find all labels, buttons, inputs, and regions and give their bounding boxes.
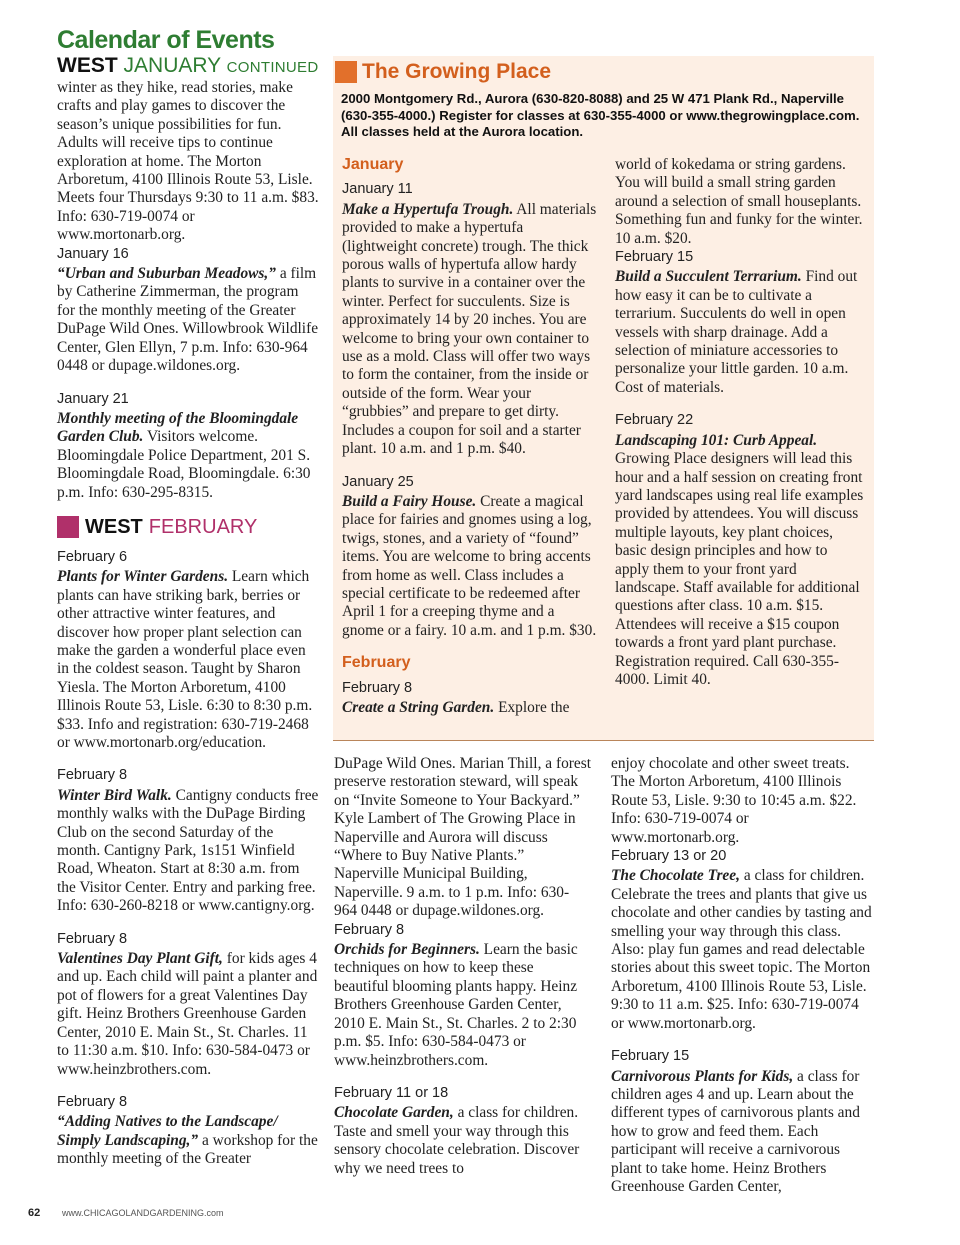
section-marker	[335, 61, 357, 83]
event-title: Carnivorous Plants for Kids,	[611, 1067, 794, 1085]
event-date: February 22	[615, 412, 694, 429]
section-heading	[57, 54, 319, 78]
event-text: a workshop for the monthly meeting of the Greater	[57, 1131, 318, 1168]
event-title: Monthly meeting of the Bloomingdale Garden Club.	[57, 409, 299, 446]
event-date: February 8	[57, 930, 128, 947]
event-date: January 16	[57, 245, 129, 262]
event-text: Learn the basic techniques on how to keep these beautiful blooming plants happy. Heinz Brothers Greenhouse Garden Center, 2010 E. Main St., St. Charles. 2 to 2:30 p.m. $5. Info: 630-584-0473 or www.heinzbrothers.com.	[334, 941, 578, 1069]
event-date: February 15	[615, 249, 694, 266]
event-item	[615, 411, 865, 689]
event-text: Explore the	[498, 698, 570, 716]
event-date: February 8	[334, 921, 405, 938]
continued-text: enjoy chocolate and other sweet treats. The Morton Arboretum, 4100 Illinois Route 53, Lisle. 9:30 to 10:45 a.m. $22. Info: 630-719-0074 or www.mortonarb.org.	[611, 755, 857, 846]
month-label: FEBRUARY	[148, 515, 258, 538]
region-label: WEST	[57, 54, 118, 77]
event-item	[611, 1047, 873, 1196]
continued-label: CONTINUED	[226, 59, 319, 76]
event-item	[57, 390, 319, 502]
section-marker	[57, 516, 79, 538]
page-title: Calendar of Events	[57, 26, 275, 54]
event-text: for kids ages 4 and up. Each child will paint a planter and pot of flowers for a great Valentines Day gift. Heinz Brothers Greenhouse Garden Center, 2010 E. Main St., St. Charles. 11 to 11:30 a.m. $10. Info: 630-584-0473 or www.heinzbrothers.com.	[57, 950, 318, 1078]
event-date: February 8	[57, 767, 128, 784]
event-item	[342, 679, 598, 718]
event-text: Learn which plants can have striking bark, berries or other attractive winter features, and discover how proper plant selection can make the garden a wonderful place even in the coldest season. Taught by Sharon Yiesla. The Morton Arboretum, 4100 Illinois Route 53, Lisle. 6:30 to 8:30 p.m. $33. Info and registration: 630-719-2468 or www.mortonarb.org/education.	[57, 568, 313, 751]
event-text: Growing Place designers will lead this hour and a half session on creating front yard landscapes using real life examples provided by attendees. You will discuss multiple layouts, key plant choices, basic design principles and how to apply them to your front yard landscape. Staff available for additional questions after class. 10 a.m. $15. Attendees will receive a $15 coupon towards a front yard plant purchase. Registration required. Call 630-355-4000. Limit 40.	[615, 450, 864, 688]
event-title: Make a Hypertufa Trough.	[342, 200, 514, 218]
event-title: “Urban and Suburban Meadows,”	[57, 265, 276, 283]
event-title: Valentines Day Plant Gift,	[57, 950, 223, 968]
column-3	[611, 755, 873, 1210]
event-item	[57, 1093, 319, 1169]
event-text: Visitors welcome. Bloomingdale Police Department, 201 S. Bloomingdale Road, Bloomingdale. 6:30 p.m. Info: 630-295-8315.	[57, 428, 311, 501]
event-text: Cantigny conducts free monthly walks with the DuPage Birding Club on the second Saturday of the month. Cantigny Park, 1s151 Winfield Road, Wheaton. Start at 8:30 a.m. from the Visitor Center. Entry and parking free. Info: 630-260-8218 or www.cantigny.org.	[57, 786, 319, 915]
event-title: Chocolate Garden,	[334, 1104, 454, 1122]
event-title: Build a Succulent Terrarium.	[615, 268, 802, 286]
event-item	[57, 766, 319, 915]
region-label: WEST	[85, 515, 143, 538]
event-text: a class for children. Taste and smell your way through this sensory chocolate celebration. Discover why we need trees to	[334, 1104, 580, 1177]
event-title: Plants for Winter Gardens.	[57, 568, 229, 586]
month-heading: February	[342, 654, 411, 672]
event-text: a film by Catherine Zimmerman, the program for the monthly meeting of the Greater DuPage Wild Ones. Willowbrook Wildlife Center, Glen Ellyn, 7 p.m. Info: 630-964 0448 or dupage.wildones.org.	[57, 265, 319, 375]
event-date: February 15	[611, 1048, 690, 1065]
month-label: JANUARY	[123, 54, 221, 77]
event-item	[342, 473, 598, 641]
growing-place-box	[333, 56, 874, 741]
event-title: “Adding Natives to the Landscape/ Simply Landscaping,”	[57, 1113, 278, 1149]
box-title: The Growing Place	[362, 60, 552, 83]
event-text: All materials provided to make a hypertufa (lightweight concrete) trough. The thick porous walls of hypertufa allow hardy plants to survive in a container over the winter. Perfect for succulents. Size is approximately 14 by 20 inches. You are welcome to bring your own container to use as a mold. Class will offer two ways to form the container, from the inside or outside of the form. Wear your “grubbies” and prepare to get dirty. Includes a coupon for soil and a starter plant. 10 a.m. and 1 p.m. $40.	[342, 200, 597, 458]
event-text: a class for children. Celebrate the trees and plants that give us chocolate and other candies by tasting and smelling your way through this class. Also: play fun games and read delectable stories about this sweet topic. The Morton Arboretum, 4100 Illinois Route 53, Lisle. 9:30 to 11 a.m. $25. Info: 630-719-0074 or www.mortonarb.org.	[611, 867, 872, 1032]
event-item	[342, 180, 598, 458]
box-column-a	[342, 156, 598, 731]
event-item	[57, 930, 319, 1079]
event-text: Find out how easy it can be to cultivate a terrarium. Succulents do well in open vessels with sharp drainage. Add a selection of miniature accessories to personalize your little garden. 10 a.m. Cost of materials.	[615, 268, 858, 396]
event-date: February 8	[57, 1093, 128, 1110]
footer-url: www.CHICAGOLANDGARDENING.com	[62, 1208, 224, 1218]
column-1	[57, 79, 319, 1183]
event-title: Orchids for Beginners.	[334, 941, 480, 959]
month-heading: January	[342, 156, 404, 173]
event-item	[611, 847, 873, 1033]
event-date: January 25	[342, 473, 414, 490]
event-title: Landscaping 101: Curb Appeal.	[615, 431, 818, 449]
event-item	[334, 1084, 592, 1178]
box-address: 2000 Montgomery Rd., Aurora (630-820-8088) and 25 W 471 Plank Rd., Naperville (630-355-4000.) Register for classes at 630-355-4000 or www.thegrowingplace.com. All classes held at the Aurora location.	[341, 91, 860, 140]
feb-section-heading	[57, 516, 319, 538]
event-item	[334, 921, 592, 1070]
page-number: 62	[28, 1207, 41, 1219]
intro-text: winter as they hike, read stories, make crafts and play games to discover the season’s unique possibilities for fun. Adults will receive tips to continue exploration at home. The Morton Arboretum, 4100 Illinois Route 53, Lisle. Meets four Thursdays 9:30 to 11 a.m. $83. Info: 630-719-0074 or www.mortonarb.org.	[57, 79, 319, 244]
event-item	[57, 548, 319, 752]
event-date: January 11	[342, 181, 413, 198]
box-heading	[335, 60, 551, 84]
event-title: Build a Fairy House.	[342, 492, 477, 510]
event-date: February 6	[57, 548, 128, 565]
event-text: a class for children ages 4 and up. Learn about the different types of carnivorous plants and how to grow and feed them. Each participant will receive a carnivorous plant to take home. Heinz Brothers Greenhouse Garden Center,	[611, 1067, 860, 1195]
event-title: Create a String Garden.	[342, 698, 495, 716]
event-date: February 13 or 20	[611, 848, 727, 865]
event-date: February 8	[342, 679, 413, 696]
event-date: February 11 or 18	[334, 1084, 449, 1101]
event-date: January 21	[57, 390, 129, 407]
event-title: Winter Bird Walk.	[57, 786, 172, 804]
event-item	[615, 248, 865, 397]
box-column-b	[615, 156, 865, 703]
continued-text: world of kokedama or string gardens. You will build a small string garden around a selection of small houseplants. Something fun and funky for the winter. 10 a.m. $20.	[615, 156, 863, 247]
event-text: Create a magical place for fairies and gnomes using a log, twigs, stones, and a variety of “found” items. You are welcome to bring accents from home as well. Class includes a special certificate to be redeemed after April 1 for a creeping thyme and a gnome or a fairy. 10 a.m. and 1 p.m. $30.	[342, 492, 597, 639]
column-2	[334, 755, 592, 1192]
continued-text: DuPage Wild Ones. Marian Thill, a forest preserve restoration steward, will speak on “Invite Someone to Your Backyard.” Kyle Lambert of The Growing Place in Naperville and Aurora will discuss “Where to Buy Native Plants.” Naperville Municipal Building, Naperville. 9 a.m. to 1 p.m. Info: 630-964 0448 or dupage.wildones.org.	[334, 755, 591, 920]
event-item	[57, 245, 319, 376]
event-title: The Chocolate Tree,	[611, 867, 740, 885]
